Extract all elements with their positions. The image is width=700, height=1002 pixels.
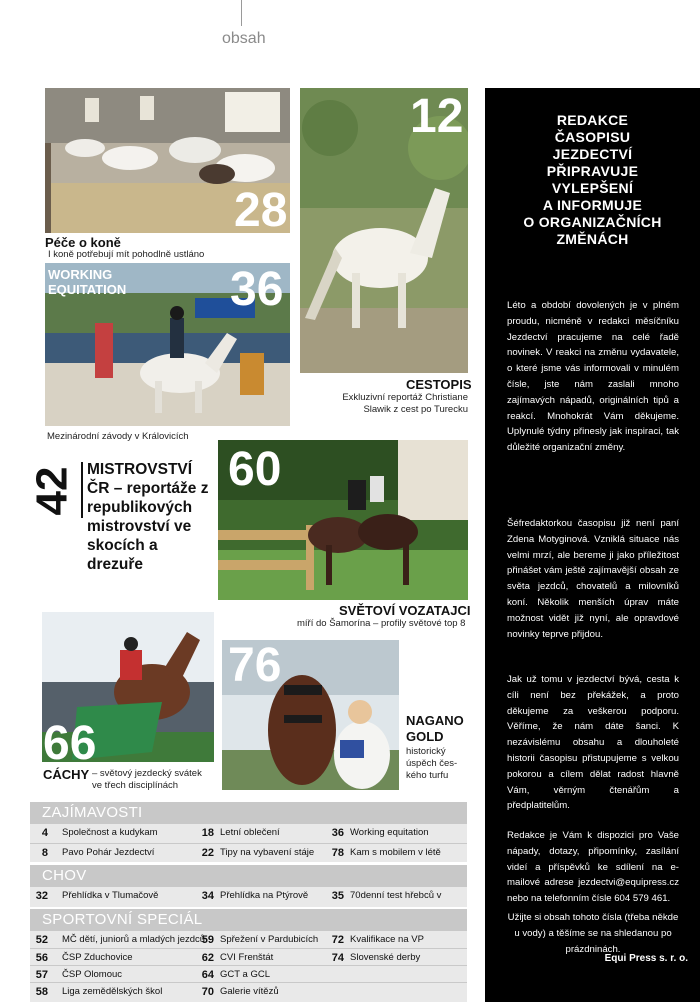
feature-number-cestopis: 12 [410,90,464,143]
header-divider [241,0,242,26]
feature-caption-cestopis: Exkluzivní reportáž Christiane Slawik z cest po Turecku [342,392,468,415]
feature-title-cestopis[interactable]: CESTOPIS [406,377,472,392]
section-body-chov [30,887,467,907]
editorial-title: REDAKCE ČASOPISU JEZDECTVÍ PŘIPRAVUJE VYLEPŠENÍ A INFORMUJE O ORGANIZAČNÍCH ZMĚNÁCH [523,112,662,247]
feature-caption-cachy: – světový jezdecký svátek ve třech disciplínách [92,768,202,791]
feature-title-cachy[interactable]: CÁCHY [43,767,90,782]
feature-caption-nagano: historický úspěch čes-kého turfu [406,746,458,781]
feature-caption-vozatajci: míří do Šamorína – profily světové top 8 [297,618,466,629]
editorial-paragraph: Léto a období dovolených je v plném proudu, nicméně v redakci měsíčníku Jezdectví pracujeme na celé řadě novinek. V reakci na změnu vydavatele, o které jsme vás informovali v minulém čísle, jste nám zaslali mnoho zajímavých nápadů, originálních tipů a reakcí. Mnohokrát Vám děkujeme. Uplynulé týdny přinesly jak inspiraci, tak důležité organizační změny. [507,300,679,454]
editorial-paragraph: Šéfredaktorkou časopisu již není paní Zdena Motyginová. Vzniklá situace nás velmi mrzí, ale bereme ji jako příležitost přinášet vám ještě zajímavější obsah ze světa jezdců, chovatelů a milovníků koní. Několik menších úprav máte možnost vidět již nyní, ale opravdové novinky teprve přijdou. [507,518,679,640]
section-head-sportovni: SPORTOVNÍ SPECIÁL [30,909,467,931]
feature-number-nagano: 76 [228,639,282,692]
feature-overlay-working: WORKING EQUITATION [48,267,127,297]
feature-number-vozatajci: 60 [228,443,282,496]
editorial-paragraph: Užijte si obsah tohoto čísla (třeba někde u vody) a těšíme se na shledanou po prázdninách. [507,912,679,955]
table-row: 4 Společnost a kudykam 18 Letní oblečení 36 Working equitation [41,827,429,839]
feature-title-nagano[interactable]: NAGANO GOLD [406,713,464,744]
feature-number-mistrovstvi: 42 [27,466,77,516]
feature-title-pece[interactable]: Péče o koně [45,235,121,250]
editorial-column [485,88,700,1002]
section-body-sportovni [30,931,467,1002]
section-label: obsah [222,30,266,47]
feature-title-vozatajci[interactable]: SVĚTOVÍ VOZATAJCI [339,603,471,618]
table-row: 8 Pavo Pohár Jezdectví 22 Tipy na vybavení stáje 78 Kam s mobilem v létě [30,843,467,862]
section-head-zajimavosti: ZAJÍMAVOSTI [30,802,467,824]
editorial-paragraph: Redakce je Vám k dispozici pro Vaše nápady, dotazy, připomínky, zasílání videí a příspěvků ke sdílení na e-mailové adrese jezdectvi@equipress.cz nebo na telefonním čísle 604 579 461. [507,830,679,905]
section-head-chov: CHOV [30,865,467,887]
mistrovstvi-divider [81,462,83,518]
feature-number-mistrovstvi-wrap [27,461,82,521]
editorial-signature: Equi Press s. r. o. [604,953,688,964]
feature-title-mistrovstvi[interactable]: MISTROVSTVÍ ČR – reportáže z republikových mistrovství ve skocích a drezuře [87,461,209,573]
feature-number-cachy: 66 [43,717,97,770]
feature-caption-working: Mezinárodní závody v Královicích [47,431,189,442]
table-row: 57 ČSP Olomouc 64 GCT a GCL [30,965,467,984]
feature-number-working: 36 [230,263,284,316]
table-row: 58 Liga zemědělských škol 70 Galerie vítězů [30,982,467,1001]
table-row: 56 ČSP Zduchovice 62 CVI Frenštát 74 Slovenské derby [30,948,467,967]
table-row: 52 MČ dětí, juniorů a mladých jezdců 59 Spřežení v Pardubicích 72 Kvalifikace na VP [35,934,424,946]
table-row: 32 Přehlídka v Tlumačově 34 Přehlídka na Ptýrově 35 70denní test hřebců v [35,890,442,902]
feature-number-pece: 28 [234,184,288,237]
feature-caption-pece: I koně potřebují mít pohodlně ustláno [48,249,205,260]
editorial-paragraph: Jak už tomu v jezdectví bývá, cesta k cíli není bez překážek, a proto děkujeme za veškerou podporu. Věříme, že nám dáte šanci. K nezávislému obsahu a dlouholeté historii časopisu přistupujeme s velkou pokorou a cílem dělat radost hlavně Vám, věrným čtenářům a předplatitelům. [507,674,679,812]
section-body-zajimavosti [30,824,467,862]
